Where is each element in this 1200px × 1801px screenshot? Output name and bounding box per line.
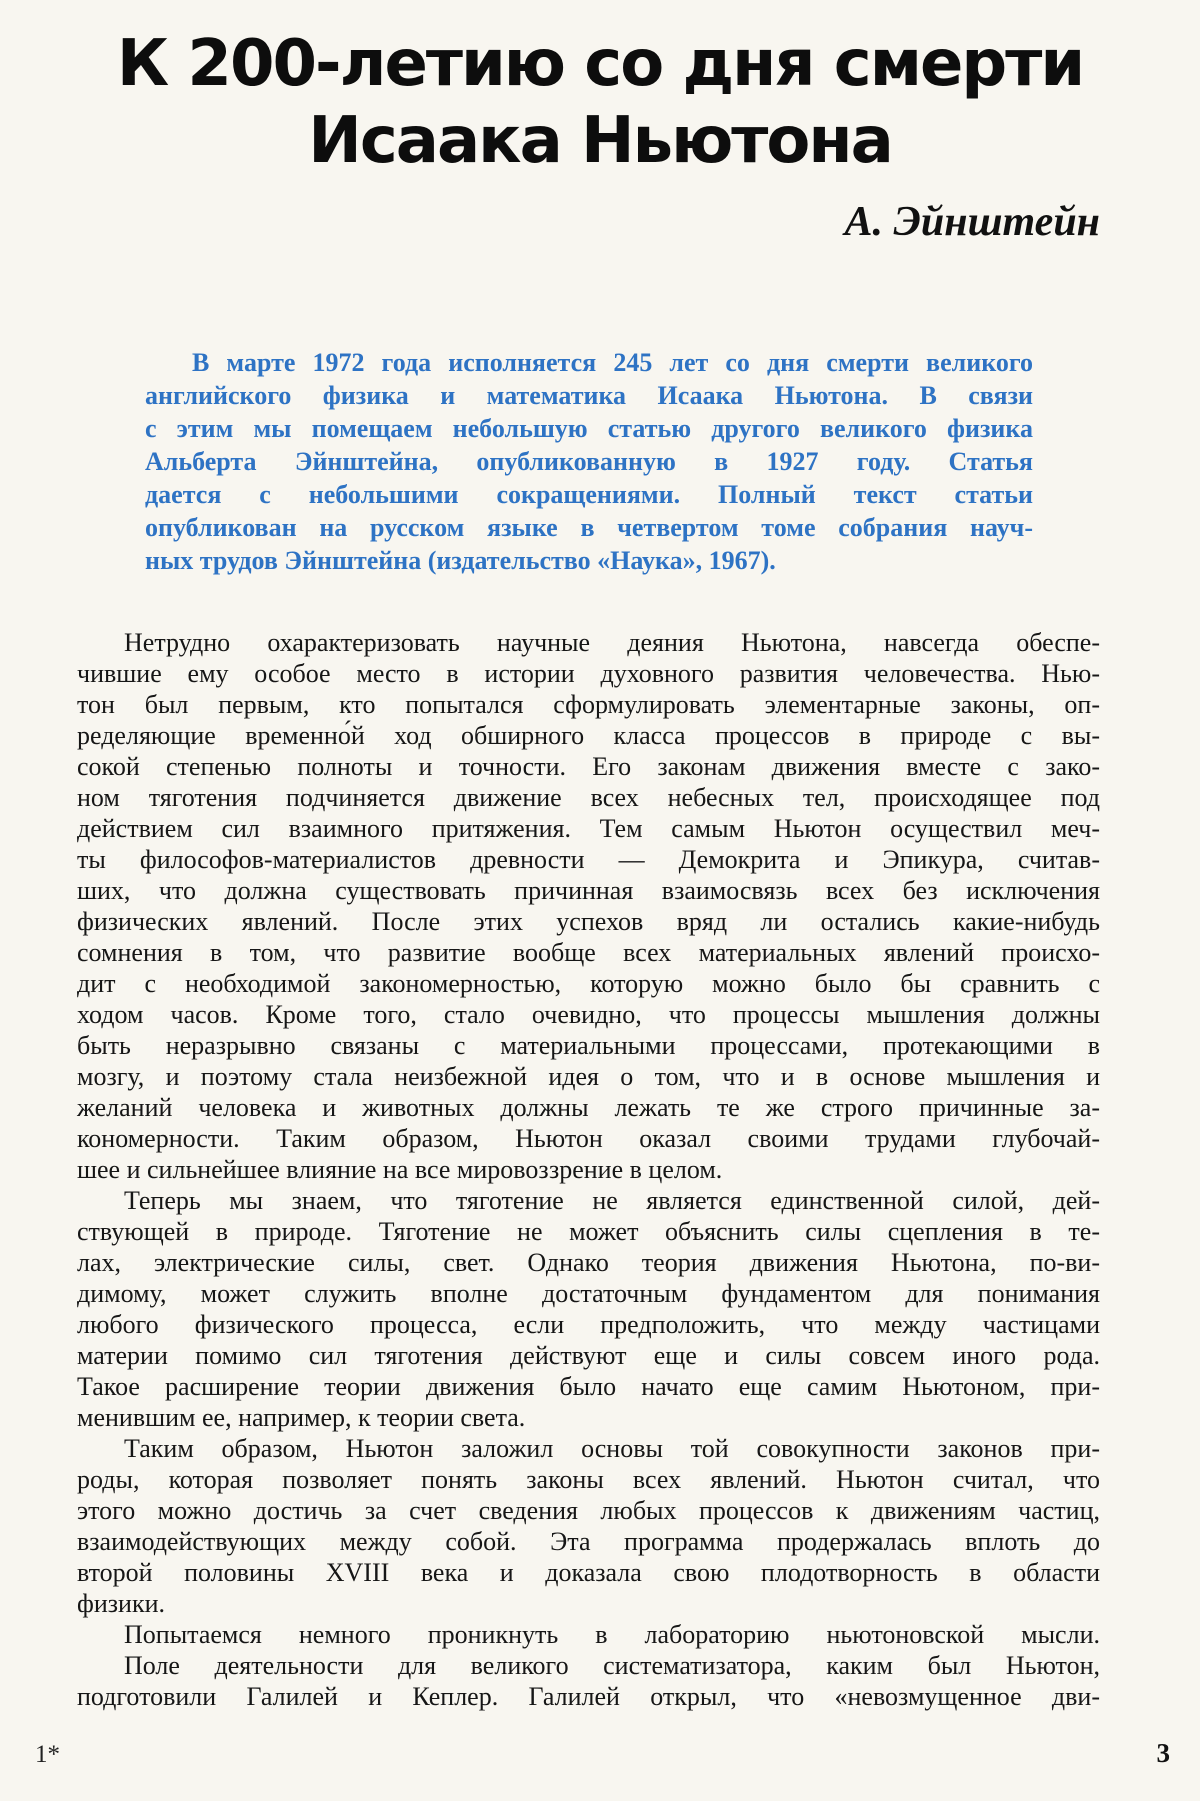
body-line: менившим ее, например, к теории света.: [77, 1402, 526, 1432]
body-line: второй половины XVIII века и доказала свою плодотворность в области: [77, 1557, 1100, 1587]
body-paragraph: [77, 1619, 1100, 1650]
body-line: ствующей в природе. Тяготение не может объяснить силы сцепления в те-: [77, 1216, 1100, 1246]
body-line: физики.: [77, 1588, 165, 1618]
body-line: Теперь мы знаем, что тяготение не является единственной силой, дей-: [124, 1185, 1100, 1215]
body-line: чившие ему особое место в истории духовного развития человечества. Нью-: [77, 658, 1100, 688]
footnote-marker: 1*: [35, 1741, 60, 1768]
body-line: взаимодействующих между собой. Эта программа продержалась вплоть до: [77, 1526, 1100, 1556]
body-paragraph: [77, 627, 1100, 1185]
intro-line: Альберта Эйнштейна, опубликованную в 1927 году. Статья: [145, 446, 1033, 476]
body-line: подготовили Галилей и Кеплер. Галилей открыл, что «невозмущенное дви-: [77, 1681, 1100, 1711]
intro-line: ных трудов Эйнштейна (издательство «Наука», 1967).: [145, 545, 776, 575]
body-line: ном тяготения подчиняется движение всех небесных тел, происходящее под: [77, 782, 1100, 812]
body-line: мозгу, и поэтому стала неизбежной идея о том, что и в основе мышления и: [77, 1061, 1100, 1091]
body-line: материи помимо сил тяготения действуют еще и силы совсем иного рода.: [77, 1340, 1100, 1370]
body-line: роды, которая позволяет понять законы всех явлений. Ньютон считал, что: [77, 1464, 1100, 1494]
body-line: Таким образом, Ньютон заложил основы той совокупности законов при-: [124, 1433, 1100, 1463]
body-line: любого физического процесса, если предположить, что между частицами: [77, 1309, 1100, 1339]
intro-line: английского физика и математика Исаака Ньютона. В связи: [145, 380, 1033, 410]
body-line: Такое расширение теории движения было начато еще самим Ньютоном, при-: [77, 1371, 1100, 1401]
article-body: [77, 627, 1100, 1712]
body-line: желаний человека и животных должны лежать те же строго причинные за-: [77, 1092, 1100, 1122]
intro-line: опубликован на русском языке в четвертом томе собрания науч-: [145, 512, 1033, 542]
page-footer: [35, 1738, 1170, 1769]
body-line: ших, что должна существовать причинная взаимосвязь всех без исключения: [77, 875, 1100, 905]
intro-line: В марте 1972 года исполняется 245 лет со дня смерти великого: [192, 347, 1033, 377]
article-title-line2: Исаака Ньютона: [308, 103, 892, 178]
intro-line: с этим мы помещаем небольшую статью другого великого физика: [145, 413, 1033, 443]
body-line: этого можно достичь за счет сведения любых процессов к движениям частиц,: [77, 1495, 1100, 1525]
body-line: ределяющие временно́й ход обширного класса процессов в природе с вы-: [77, 720, 1100, 750]
article-author: А. Эйнштейн: [844, 198, 1100, 245]
body-paragraph: [77, 1650, 1100, 1712]
page-number: 3: [1156, 1738, 1170, 1768]
body-paragraph: [77, 1433, 1100, 1619]
body-line: тон был первым, кто попытался сформулировать элементарные законы, оп-: [77, 689, 1100, 719]
body-line: сокой степенью полноты и точности. Его законам движения вместе с зако-: [77, 751, 1100, 781]
body-line: димому, может служить вполне достаточным фундаментом для понимания: [77, 1278, 1100, 1308]
body-line: ходом часов. Кроме того, стало очевидно, что процессы мышления должны: [77, 999, 1100, 1029]
body-line: лах, электрические силы, свет. Однако теория движения Ньютона, по-ви-: [77, 1247, 1100, 1277]
body-line: Нетрудно охарактеризовать научные деяния Ньютона, навсегда обеспе-: [124, 627, 1100, 657]
body-line: физических явлений. После этих успехов вряд ли остались какие-нибудь: [77, 906, 1100, 936]
body-line: шее и сильнейшее влияние на все мировоззрение в целом.: [77, 1154, 723, 1184]
body-line: сомнения в том, что развитие вообще всех материальных явлений происхо-: [77, 937, 1100, 967]
intro-line: дается с небольшими сокращениями. Полный текст статьи: [145, 479, 1033, 509]
body-line: Попытаемся немного проникнуть в лабораторию ньютоновской мысли.: [124, 1619, 1100, 1649]
body-paragraph: [77, 1185, 1100, 1433]
body-line: Поле деятельности для великого систематизатора, каким был Ньютон,: [124, 1650, 1100, 1680]
body-line: быть неразрывно связаны с материальными процессами, протекающими в: [77, 1030, 1100, 1060]
intro-abstract: [145, 346, 1033, 577]
body-line: действием сил взаимного притяжения. Тем самым Ньютон осуществил меч-: [77, 813, 1100, 843]
article-title: [0, 0, 1200, 180]
article-title-line1: К 200-летию со дня смерти: [116, 27, 1084, 101]
body-line: ты философов-материалистов древности — Демокрита и Эпикура, считав-: [77, 844, 1100, 874]
body-line: кономерности. Таким образом, Ньютон оказал своими трудами глубочай-: [77, 1123, 1100, 1153]
body-line: дит с необходимой закономерностью, которую можно было бы сравнить с: [77, 968, 1100, 998]
